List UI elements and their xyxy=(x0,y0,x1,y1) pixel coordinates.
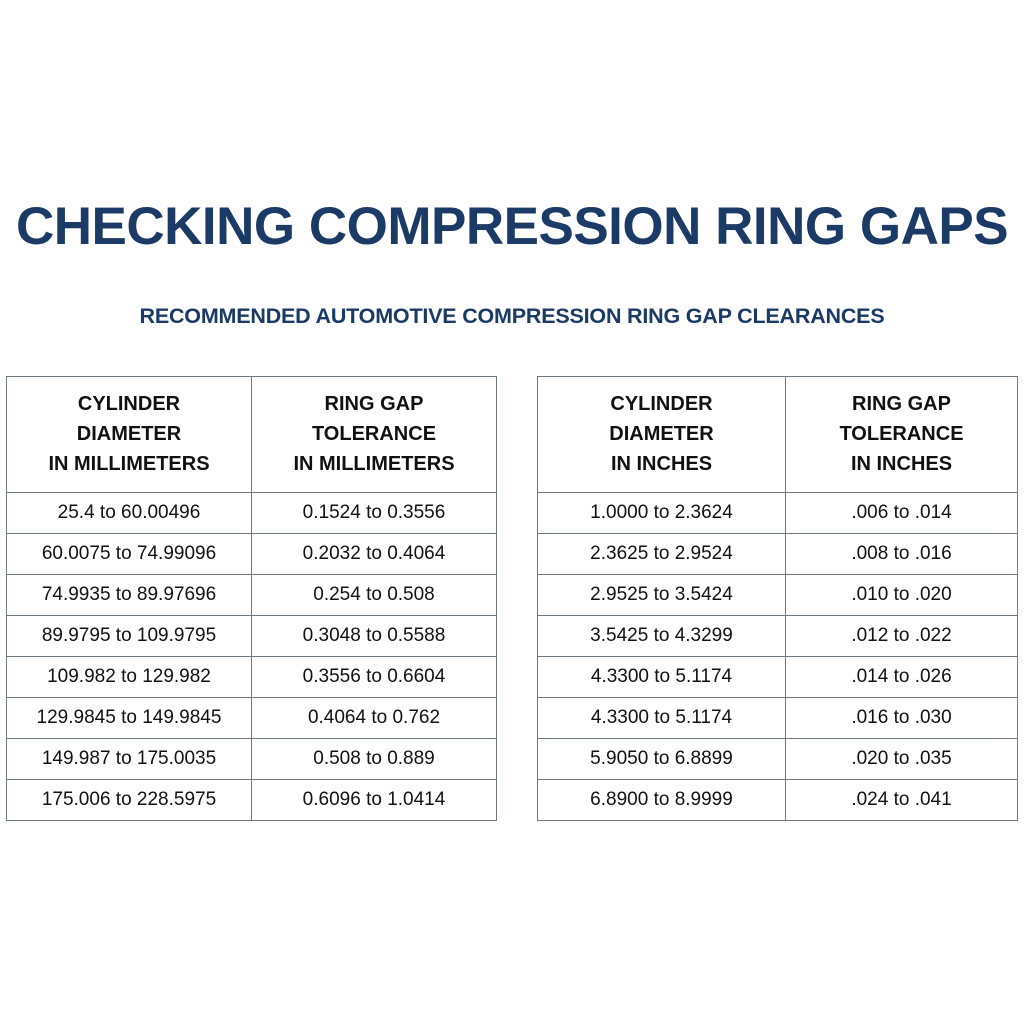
imperial-table xyxy=(537,376,1018,821)
column-header-ring-gap-tolerance-mm: RING GAP TOLERANCE IN MILLIMETERS xyxy=(252,377,497,493)
table-header-row xyxy=(7,377,497,493)
table-row xyxy=(7,493,497,534)
page-subtitle: RECOMMENDED AUTOMOTIVE COMPRESSION RING GAP CLEARANCES xyxy=(139,304,885,328)
cell-cylinder-diameter: 2.3625 to 2.9524 xyxy=(538,534,786,575)
cell-ring-gap-tolerance: .006 to .014 xyxy=(786,493,1018,534)
cell-cylinder-diameter: 6.8900 to 8.9999 xyxy=(538,780,786,821)
cell-ring-gap-tolerance: 0.3048 to 0.5588 xyxy=(252,616,497,657)
cell-ring-gap-tolerance: 0.4064 to 0.762 xyxy=(252,698,497,739)
column-header-cylinder-diameter-in: CYLINDER DIAMETER IN INCHES xyxy=(538,377,786,493)
cell-cylinder-diameter: 3.5425 to 4.3299 xyxy=(538,616,786,657)
table-row xyxy=(538,739,1018,780)
cell-cylinder-diameter: 149.987 to 175.0035 xyxy=(7,739,252,780)
cell-ring-gap-tolerance: 0.254 to 0.508 xyxy=(252,575,497,616)
table-row xyxy=(538,534,1018,575)
tables-container xyxy=(6,376,1018,821)
cell-cylinder-diameter: 129.9845 to 149.9845 xyxy=(7,698,252,739)
cell-cylinder-diameter: 175.006 to 228.5975 xyxy=(7,780,252,821)
table-row xyxy=(538,780,1018,821)
table-row xyxy=(7,657,497,698)
cell-ring-gap-tolerance: 0.508 to 0.889 xyxy=(252,739,497,780)
table-row xyxy=(7,534,497,575)
cell-cylinder-diameter: 60.0075 to 74.99096 xyxy=(7,534,252,575)
cell-cylinder-diameter: 25.4 to 60.00496 xyxy=(7,493,252,534)
cell-ring-gap-tolerance: .012 to .022 xyxy=(786,616,1018,657)
table-row xyxy=(538,575,1018,616)
cell-cylinder-diameter: 4.3300 to 5.1174 xyxy=(538,657,786,698)
cell-cylinder-diameter: 109.982 to 129.982 xyxy=(7,657,252,698)
cell-ring-gap-tolerance: 0.1524 to 0.3556 xyxy=(252,493,497,534)
table-header-row xyxy=(538,377,1018,493)
table-row xyxy=(7,739,497,780)
cell-ring-gap-tolerance: 0.6096 to 1.0414 xyxy=(252,780,497,821)
table-row xyxy=(538,698,1018,739)
metric-table xyxy=(6,376,497,821)
table-row xyxy=(538,616,1018,657)
table-row xyxy=(538,493,1018,534)
cell-cylinder-diameter: 74.9935 to 89.97696 xyxy=(7,575,252,616)
column-header-cylinder-diameter-mm: CYLINDER DIAMETER IN MILLIMETERS xyxy=(7,377,252,493)
cell-ring-gap-tolerance: .016 to .030 xyxy=(786,698,1018,739)
cell-ring-gap-tolerance: 0.2032 to 0.4064 xyxy=(252,534,497,575)
cell-cylinder-diameter: 1.0000 to 2.3624 xyxy=(538,493,786,534)
cell-ring-gap-tolerance: .024 to .041 xyxy=(786,780,1018,821)
cell-ring-gap-tolerance: 0.3556 to 0.6604 xyxy=(252,657,497,698)
cell-cylinder-diameter: 89.9795 to 109.9795 xyxy=(7,616,252,657)
table-row xyxy=(7,575,497,616)
column-header-ring-gap-tolerance-in: RING GAP TOLERANCE IN INCHES xyxy=(786,377,1018,493)
cell-ring-gap-tolerance: .010 to .020 xyxy=(786,575,1018,616)
table-row xyxy=(538,657,1018,698)
cell-cylinder-diameter: 2.9525 to 3.5424 xyxy=(538,575,786,616)
cell-cylinder-diameter: 4.3300 to 5.1174 xyxy=(538,698,786,739)
table-row xyxy=(7,698,497,739)
table-row xyxy=(7,780,497,821)
table-row xyxy=(7,616,497,657)
cell-ring-gap-tolerance: .020 to .035 xyxy=(786,739,1018,780)
cell-ring-gap-tolerance: .008 to .016 xyxy=(786,534,1018,575)
cell-cylinder-diameter: 5.9050 to 6.8899 xyxy=(538,739,786,780)
cell-ring-gap-tolerance: .014 to .026 xyxy=(786,657,1018,698)
page-title: CHECKING COMPRESSION RING GAPS xyxy=(15,197,1009,256)
